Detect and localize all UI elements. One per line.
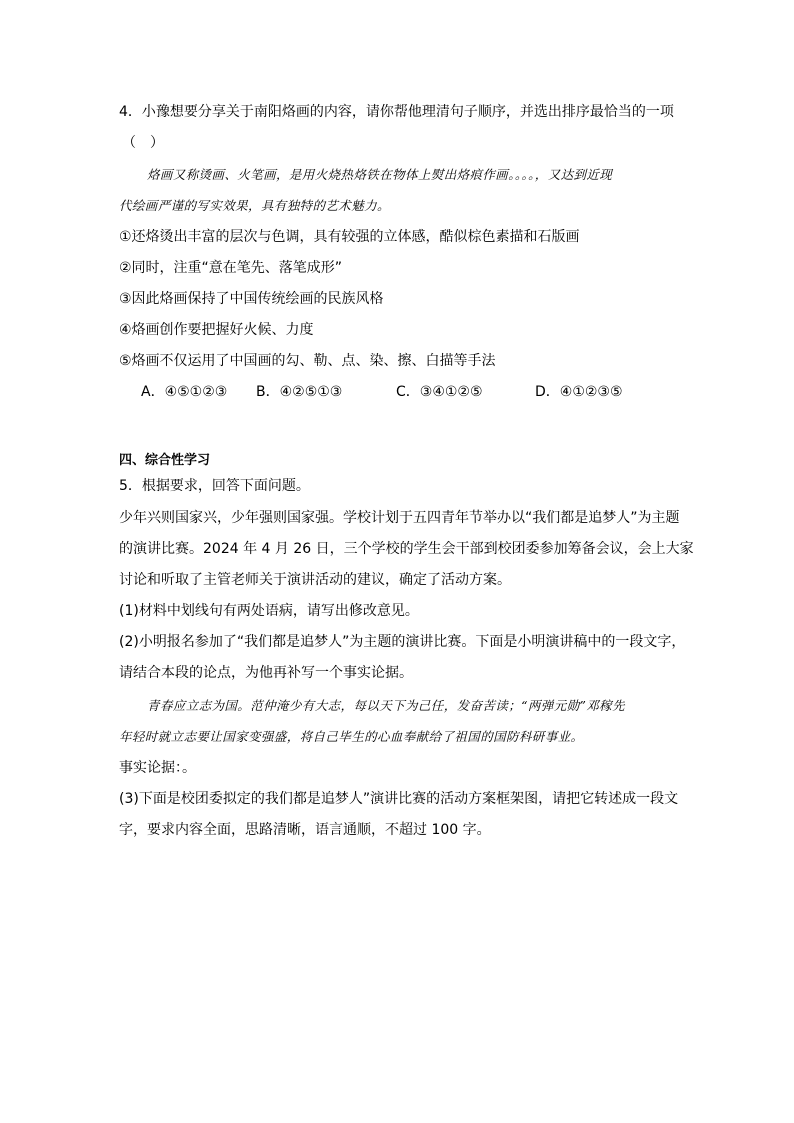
sentence-item-4: ④烙画创作要把握好火候、力度 (119, 322, 314, 338)
option-a[interactable]: A．④⑤①②③ (141, 384, 228, 400)
sub-question-3-line-1: (3)下面是校团委拟定的我们都是追梦人”演讲比赛的活动方案框架图，请把它转述成一段文 (119, 791, 679, 807)
option-b[interactable]: B．④②⑤①③ (256, 384, 343, 400)
sentence-item-2: ②同时，注重“意在笔先、落笔成形” (119, 260, 343, 276)
sentence-item-1: ①还烙烫出丰富的层次与色调，具有较强的立体感，酷似棕色素描和石版画 (119, 229, 580, 245)
passage-line-2: 代绘画严谨的写实效果，具有独特的艺术魅力。 (119, 198, 390, 213)
option-c[interactable]: C．③④①②⑤ (396, 384, 483, 400)
question-5-stem: 5．根据要求，回答下面问题。 (119, 478, 310, 494)
fact-evidence-label: 事实论据：。 (119, 760, 196, 776)
material-line-3: 讨论和听取了主管老师关于演讲活动的建议，确定了活动方案。 (119, 572, 511, 588)
section-heading: 四、综合性学习 (119, 453, 211, 468)
sentence-item-5: ⑤烙画不仅运用了中国画的勾、勒、点、染、擦、白描等手法 (119, 353, 496, 369)
material-line-1: 少年兴则国家兴，少年强则国家强。学校计划于五四青年节举办以“我们都是追梦人”为主题 (119, 510, 680, 526)
sub-question-1: (1)材料中划线句有两处语病，请写出修改意见。 (119, 603, 419, 619)
sentence-item-3: ③因此烙画保持了中国传统绘画的民族风格 (119, 291, 384, 307)
answer-parentheses: （ ） (122, 135, 164, 151)
passage-line-1: 烙画又称烫画、火笔画，是用火烧热烙铁在物体上熨出烙痕作画。。。。，又达到近现 (147, 167, 613, 182)
material-line-2: 的演讲比赛。2024 年 4 月 26 日，三个学校的学生会干部到校团委参加筹备会议，会上大家 (119, 541, 694, 557)
speech-line-2: 年轻时就立志要让国家变强盛，将自己毕生的心血奉献给了祖国的国防科研事业。 (119, 729, 584, 744)
sub-question-2-line-2: 请结合本段的论点，为他再补写一个事实论据。 (119, 665, 413, 681)
question-4-stem: 4．小豫想要分享关于南阳烙画的内容，请你帮他理清句子顺序，并选出排序最恰当的一项 (119, 104, 674, 120)
sub-question-3-line-2: 字，要求内容全面，思路清晰，语言通顺，不超过 100 字。 (119, 822, 491, 838)
sub-question-2-line-1: (2)小明报名参加了“我们都是追梦人”为主题的演讲比赛。下面是小明演讲稿中的一段文字， (119, 634, 686, 650)
option-d[interactable]: D．④①②③⑤ (535, 384, 623, 400)
speech-line-1: 青春应立志为国。范仲淹少有大志，每以天下为己任，发奋苦读；“两弹元勋”邓稼先 (147, 698, 625, 713)
